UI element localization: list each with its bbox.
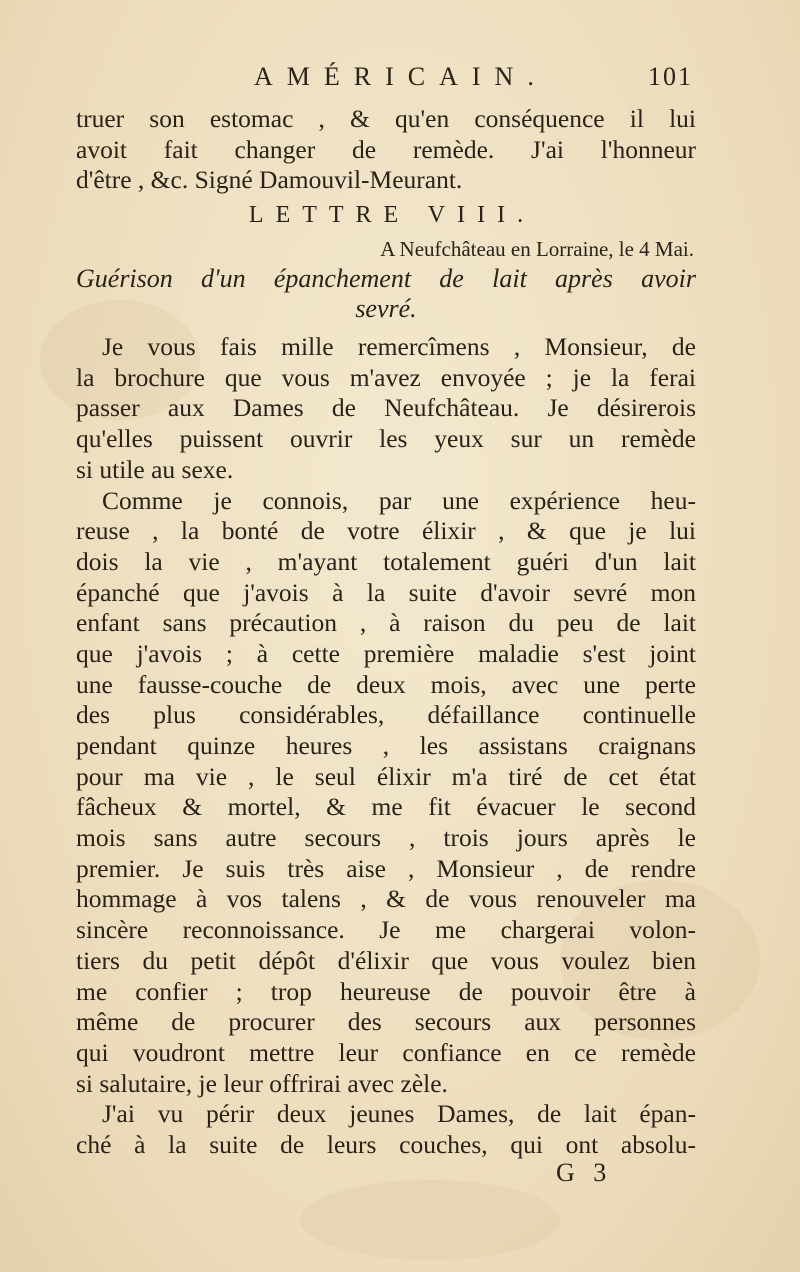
paragraph-line: qu'elles puissent ouvrir les yeux sur un remède <box>76 424 696 454</box>
paragraph-line: ché à la suite de leurs couches, qui ont absolu- <box>76 1129 696 1159</box>
dateline: A Neufchâteau en Lorraine, le 4 Mai. <box>380 237 694 262</box>
paragraph-line: me confier ; trop heureuse de pouvoir être à <box>76 976 696 1006</box>
paragraph-line: sincère reconnoissance. Je me chargerai volon- <box>76 915 696 945</box>
page-text <box>76 104 696 1161</box>
paragraph-line: si salutaire, je leur offrirai avec zèle. <box>76 1068 448 1098</box>
paragraph-line: une fausse-couche de deux mois, avec une perte <box>76 669 696 699</box>
paragraph-line: pour ma vie , le seul élixir m'a tiré de cet état <box>76 761 696 791</box>
paragraph-line: qui voudront mettre leur confiance en ce remède <box>76 1037 696 1067</box>
text-line: truer son estomac , & qu'en conséquence il lui <box>76 104 696 133</box>
paragraph-line: la brochure que vous m'avez envoyée ; je la ferai <box>76 362 696 392</box>
paragraph-line: dois la vie , m'ayant totalement guéri d'un lait <box>76 546 696 576</box>
spacer <box>76 324 696 332</box>
paragraph-line: reuse , la bonté de votre élixir , & que je lui <box>76 516 696 546</box>
paragraph-line: Comme je connois, par une expérience heu- <box>102 485 696 515</box>
paragraph-line: pendant quinze heures , les assistans craignans <box>76 731 696 760</box>
text-line: d'être , &c. Signé Damouvil-Meurant. <box>76 165 463 195</box>
running-title: AMÉRICAIN. <box>254 62 548 91</box>
text-line: avoit fait changer de remède. J'ai l'honneur <box>76 134 696 164</box>
page-number: 101 <box>648 62 693 91</box>
paragraph-line: même de procurer des secours aux personnes <box>76 1007 696 1037</box>
paragraph-line: tiers du petit dépôt d'élixir que vous voulez bien <box>76 945 696 975</box>
paragraph-line: fâcheux & mortel, & me fit évacuer le second <box>76 792 696 822</box>
paragraph-line: passer aux Dames de Neufchâteau. Je désirerois <box>76 393 696 423</box>
paragraph-line: Je vous fais mille remercîmens , Monsieur, de <box>102 332 696 362</box>
paragraph-line: enfant sans précaution , à raison du peu de lait <box>76 608 696 638</box>
paragraph-line: si utile au sexe. <box>76 454 234 484</box>
paragraph-line: J'ai vu périr deux jeunes Dames, de lait épan- <box>102 1099 696 1129</box>
paragraph-line: que j'avois ; à cette première maladie s'est joint <box>76 638 696 668</box>
paragraph-line: hommage à vos talens , & de vous renouveler ma <box>76 884 696 914</box>
signature-mark: G 3 <box>556 1158 613 1187</box>
paragraph-line: mois sans autre secours , trois jours après le <box>76 823 696 853</box>
paper-stain <box>300 1180 560 1260</box>
paragraph-line: épanché que j'avois à la suite d'avoir sevré mon <box>76 577 696 607</box>
paragraph-line: des plus considérables, défaillance continuelle <box>76 700 696 730</box>
letter-subtitle: sevré. <box>355 294 417 324</box>
paragraph-line: premier. Je suis très aise , Monsieur , de rendre <box>76 853 696 883</box>
running-head <box>0 62 800 98</box>
letter-heading: LETTRE VIII. <box>248 202 536 229</box>
letter-subtitle: Guérison d'un épanchement de lait après avoir <box>76 264 696 294</box>
